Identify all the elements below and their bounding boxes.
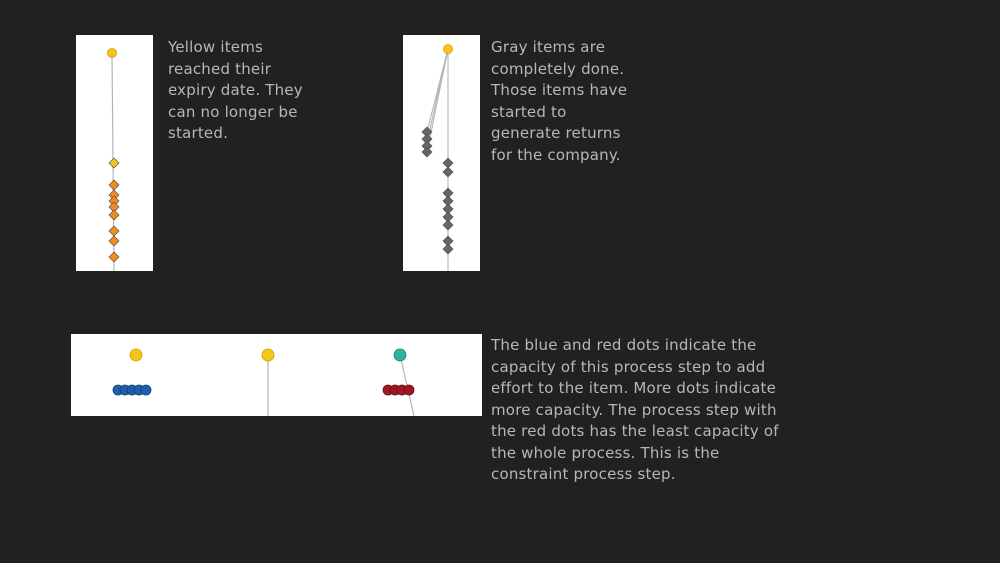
done-item-marker bbox=[422, 147, 432, 157]
blue-capacity-dot bbox=[141, 385, 151, 395]
process-step-node bbox=[444, 45, 453, 54]
done-item-marker bbox=[443, 167, 453, 177]
in-progress-item-marker bbox=[109, 210, 119, 220]
red-capacity-dot bbox=[404, 385, 414, 395]
in-progress-item-marker bbox=[109, 180, 119, 190]
expired-items-panel bbox=[76, 35, 153, 271]
item-flow-line bbox=[427, 49, 448, 152]
in-progress-item-marker bbox=[109, 252, 119, 262]
in-progress-item-marker bbox=[109, 226, 119, 236]
done-item-marker bbox=[443, 158, 453, 168]
expired-item-marker bbox=[109, 158, 119, 168]
process-step-node bbox=[108, 49, 117, 58]
capacity-panel bbox=[71, 334, 482, 416]
capacity-diagram bbox=[71, 334, 482, 416]
done-item-marker bbox=[443, 244, 453, 254]
done-items-panel bbox=[403, 35, 480, 271]
expired-items-caption: Yellow items reached their expiry date. They can no longer be started. bbox=[168, 38, 303, 142]
done-item-marker bbox=[443, 220, 453, 230]
in-progress-item-marker bbox=[109, 236, 119, 246]
done-items-diagram bbox=[403, 35, 480, 271]
capacity-caption: The blue and red dots indicate the capacity of this process step to add effort to the item. More dots indicate more capacity. The process step with the red dots has the least capacity of the whole process. This is the constraint process step. bbox=[491, 336, 779, 483]
process-step-node bbox=[130, 349, 142, 361]
done-items-caption: Gray items are completely done. Those items have started to generate returns for the company. bbox=[491, 38, 628, 164]
expired-items-diagram bbox=[76, 35, 153, 271]
process-step-node bbox=[394, 349, 406, 361]
process-step-node bbox=[262, 349, 274, 361]
